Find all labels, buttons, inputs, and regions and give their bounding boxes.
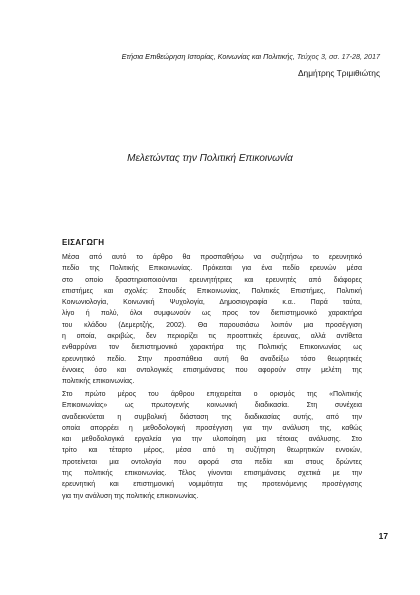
article-title: Μελετώντας την Πολιτική Επικοινωνία (127, 153, 293, 164)
journal-issue: Τεύχος 3, σσ. 17-28, 2017 (294, 52, 380, 61)
paragraph-line: τρίτο και τέταρτο μέρος, μέσα από τη συζήτηση θεωρητικών εννοιών, (62, 447, 362, 455)
paragraph-line: του κλάδου (Δεμερτζής, 2002). Θα παρουσιάσω λοιπόν μια προσέγγιση (62, 321, 362, 329)
paragraph-line: ερευνητικό πεδίο. Στην προσπάθεια αυτή θα αναδείξω τόσο θεωρητικές (62, 355, 362, 363)
paragraph-line: προτείνεται μια οντολογία που αφορά στα πεδία και στους δρώντες (62, 458, 362, 466)
paragraph-line: Επικοινωνίας» ως πρωτογενής κοινωνική διαδικασία. Στη συνέχεια (62, 402, 362, 410)
paragraph-line: αναδεικνύεται η συμβολική διάσταση της διαδικασίας αυτής, από την (62, 413, 362, 421)
paragraph-line: Στο πρώτο μέρος του άρθρου επιχειρείται ο ορισμός της «Πολιτικής (62, 391, 362, 398)
paragraph-line: πολιτικής επικοινωνίας. (62, 378, 135, 386)
paragraph-line: Κοινωνιολογία, Κοινωνική Ψυχολογία, Δημοσιογραφία κ.α.. Παρά ταύτα, (62, 299, 362, 307)
author-name: Δημήτρης Τριμιθιώτης (297, 68, 380, 78)
page-number: 17 (378, 531, 388, 541)
paragraph-line: στο οποίο δραστηριοποιούνται ερευνητήτριες και ερευνητές από διάφορες (62, 276, 362, 284)
paragraph-line: της πολιτικής επικοινωνίας. Τέλος γίνονται επισημάνσεις σχετικά με την (62, 470, 362, 478)
paragraph-line: για την ανάλυση της πολιτικής επικοινωνίας. (62, 492, 199, 500)
paragraph-line: έννοιες όσο και οντολογικές επισημάνσεις που αφορούν στην μελέτη της (62, 366, 362, 374)
paragraph-line: ερευνητική και επιστημονική νομιμότητα της προτεινόμενης προσέγγισης (62, 481, 362, 489)
paragraph-2 (62, 389, 362, 502)
journal-name: Ετήσια Επιθεώρηση Ιστορίας, Κοινωνίας και Πολιτικής, (121, 52, 295, 61)
paragraph-line: η οποία, ακριβώς, δεν περιορίζει τις προοπτικές έρευνας, αλλά αντίθετα (62, 333, 362, 341)
paragraph-1 (62, 252, 362, 388)
paragraph-line: πεδίο της Πολιτικής Επικοινωνίας. Πρόκειται για ένα πεδίο ερευνών μέσα (62, 265, 362, 273)
journal-header (40, 52, 380, 61)
paragraph-line: επιστήμες και σχολές: Σπουδές Επικοινωνίας, Πολιτικές Επιστήμες, Πολιτική (62, 287, 362, 295)
paragraph-line: ενθαρρύνει τον διεπιστημονικό χαρακτήρα της Πολιτικής Επικοινωνίας ως (62, 344, 362, 352)
paragraph-line: οποία απορρέει η μεθοδολογική προσέγγιση για την ανάλυση της, καθώς (62, 424, 362, 432)
paragraph-line: και μεθοδολογικά εργαλεία για την υλοποίηση μια τέτοιας ανάλυσης. Στο (62, 436, 362, 444)
paragraph-line: Μέσα από αυτό το άρθρο θα προσπαθήσω να συζητήσω το ερευνητικό (62, 254, 362, 261)
paragraph-line: λίγο ή πολύ, όλοι συμφωνούν ως προς τον διεπιστημονικό χαρακτήρα (62, 310, 362, 318)
section-heading: ΕΙΣΑΓΩΓΗ (62, 238, 105, 247)
